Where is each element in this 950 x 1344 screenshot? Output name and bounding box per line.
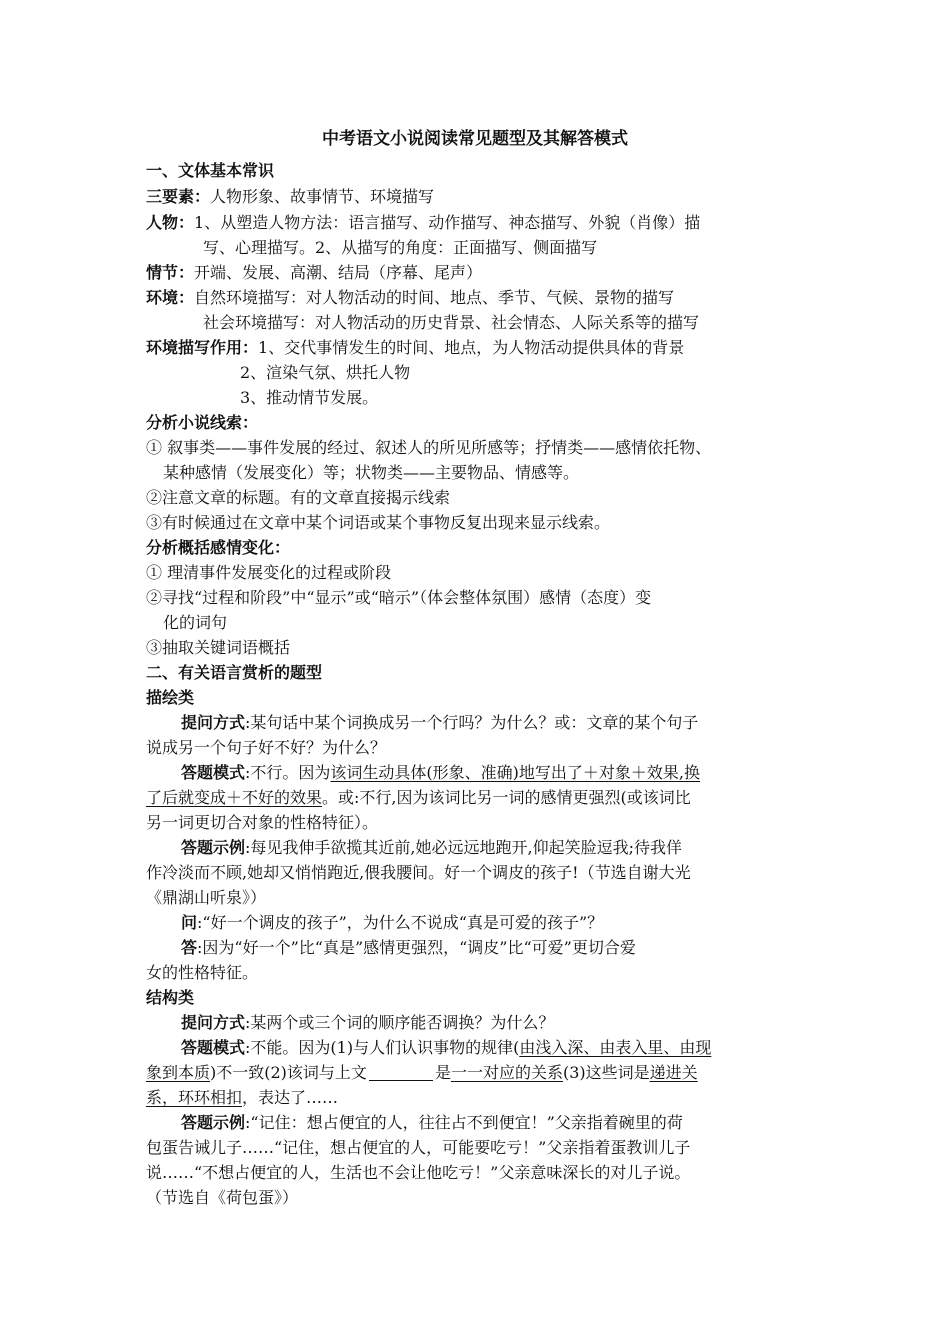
miaohui-moshi-post: 。或:不行,因为该词比另一词的感情更强烈(或该词比 — [322, 788, 691, 807]
xiansuo-item-1a: ① 叙事类——事件发展的经过、叙述人的所见所感等；抒情类——感情依托物、 — [146, 438, 712, 457]
miaohui-tiwen-text-1: :某句话中某个词换成另一个行吗？为什么？或：文章的某个句子 — [245, 713, 699, 732]
huanjing-line-2: 社会环境描写：对人物活动的历史背景、社会情态、人际关系等的描写 — [203, 313, 700, 332]
renwu-line-1 — [146, 212, 700, 234]
qingjie-line — [146, 262, 482, 284]
miaohui-answer-line-1 — [181, 937, 636, 959]
huanjing-label: 环境： — [146, 288, 195, 307]
jiegou-tiwen-line — [181, 1012, 554, 1034]
miaohui-tiwen-label: 提问方式 — [181, 713, 246, 732]
miaohui-moshi-line-3: 另一词更切合对象的性格特征）。 — [146, 813, 379, 832]
sanyaosu-label: 三要素： — [146, 187, 211, 206]
miaohui-shili-line-3: 《鼎湖山听泉》） — [146, 888, 267, 907]
jiegou-shili-line-1 — [181, 1112, 683, 1134]
jiegou-moshi-underline-4: 递进关 — [649, 1063, 698, 1082]
jiegou-moshi-pre: :不能。因为(1)与人们认识事物的规律( — [245, 1038, 520, 1057]
miaohui-answer-text-1: :因为“好一个”比“真是”感情更强烈，“调皮”比“可爱”更切合爱 — [197, 938, 636, 957]
fill-in-blank — [369, 1064, 433, 1081]
miaohui-question-line — [181, 912, 603, 934]
ganqing-item-2b: 化的词句 — [163, 613, 228, 632]
jiegou-shili-line-2: 包蛋告诫儿子……“记住，想占便宜的人，可能要吃亏！”父亲指着蛋教训儿子 — [146, 1138, 691, 1157]
huanjing-text-1: 自然环境描写：对人物活动的时间、地点、季节、气候、景物的描写 — [194, 288, 675, 307]
zuoyong-label: 环境描写作用： — [146, 338, 259, 357]
jiegou-shili-label: 答题示例 — [181, 1113, 246, 1132]
jiegou-tiwen-text: :某两个或三个词的顺序能否调换？为什么？ — [245, 1013, 555, 1032]
miaohui-question-text: :“好一个调皮的孩子”，为什么不说成“真是可爱的孩子”？ — [197, 913, 604, 932]
xiansuo-heading: 分析小说线索： — [146, 413, 259, 432]
jiegou-heading: 结构类 — [146, 988, 195, 1007]
jiegou-moshi-mid-1: )不一致(2)该词与上文 — [210, 1063, 367, 1082]
jiegou-shili-line-4: （节选自《荷包蛋》） — [146, 1188, 299, 1207]
zuoyong-line-3: 3、推动情节发展。 — [240, 388, 379, 407]
renwu-text-1: 1、从塑造人物方法：语言描写、动作描写、神态描写、外貌（肖像）描 — [194, 213, 701, 232]
miaohui-tiwen-line-2: 说成另一个句子好不好？为什么？ — [146, 738, 387, 757]
miaohui-moshi-line-1 — [181, 762, 700, 784]
jiegou-moshi-underline-5: 系，环环相扣 — [146, 1088, 243, 1107]
jiegou-moshi-underline-1: 由浅入深、由表入里、由现 — [519, 1038, 712, 1057]
xiansuo-item-2: ②注意文章的标题。有的文章直接揭示线索 — [146, 488, 451, 507]
miaohui-shili-line-2: 作冷淡而不顾,她却又悄悄跑近,偎我腰间。好一个调皮的孩子!（节选自谢大光 — [146, 863, 691, 882]
jiegou-moshi-mid-2: 是 — [434, 1063, 451, 1082]
miaohui-moshi-label: 答题模式 — [181, 763, 246, 782]
miaohui-moshi-underline-1: 该词生动具体(形象、准确)地写出了＋对象＋效果,换 — [330, 763, 700, 782]
miaohui-shili-text-1: :每见我伸手欲揽其近前,她必远远地跑开,仰起笑脸逗我;待我佯 — [245, 838, 682, 857]
jiegou-moshi-end: ，表达了…… — [242, 1088, 339, 1107]
jiegou-tiwen-label: 提问方式 — [181, 1013, 246, 1032]
ganqing-item-2a: ②寻找“过程和阶段”中“显示”或“暗示”（体会整体氛围）感情（态度）变 — [146, 588, 652, 607]
renwu-line-2: 写、心理描写。2、从描写的角度：正面描写、侧面描写 — [203, 238, 598, 257]
jiegou-moshi-line-3 — [146, 1087, 338, 1109]
qingjie-text: 开端、发展、高潮、结局（序幕、尾声） — [194, 263, 483, 282]
ganqing-heading: 分析概括感情变化： — [146, 538, 291, 557]
section-heading-1: 一、文体基本常识 — [146, 161, 275, 180]
miaohui-moshi-line-2 — [146, 787, 691, 809]
zuoyong-line-2: 2、渲染气氛、烘托人物 — [240, 363, 411, 382]
sanyaosu-line — [146, 186, 434, 208]
renwu-label: 人物： — [146, 213, 195, 232]
miaohui-answer-line-2: 女的性格特征。 — [146, 963, 259, 982]
xiansuo-item-1b: 某种感情（发展变化）等；状物类——主要物品、情感等。 — [163, 463, 580, 482]
jiegou-moshi-line-1 — [181, 1037, 711, 1059]
jiegou-moshi-label: 答题模式 — [181, 1038, 246, 1057]
miaohui-heading: 描绘类 — [146, 688, 195, 707]
miaohui-shili-line-1 — [181, 837, 682, 859]
jiegou-shili-line-3: 说……“不想占便宜的人，生活也不会让他吃亏！”父亲意味深长的对儿子说。 — [146, 1163, 691, 1182]
jiegou-moshi-underline-2: 象到本质 — [146, 1063, 211, 1082]
jiegou-moshi-underline-3: 一一对应的关系 — [450, 1063, 563, 1082]
huanjing-line-1 — [146, 287, 674, 309]
jiegou-moshi-mid-3: (3)这些词是 — [562, 1063, 650, 1082]
document-title: 中考语文小说阅读常见题型及其解答模式 — [322, 129, 628, 149]
miaohui-question-label: 问 — [181, 913, 198, 932]
miaohui-moshi-underline-2: 了后就变成＋不好的效果 — [146, 788, 323, 807]
xiansuo-item-3: ③有时候通过在文章中某个词语或某个事物反复出现来显示线索。 — [146, 513, 611, 532]
miaohui-shili-label: 答题示例 — [181, 838, 246, 857]
section-heading-2: 二、有关语言赏析的题型 — [146, 663, 323, 682]
ganqing-item-3: ③抽取关键词语概括 — [146, 638, 291, 657]
ganqing-item-1: ① 理清事件发展变化的过程或阶段 — [146, 563, 392, 582]
zuoyong-text-1: 1、交代事情发生的时间、地点，为人物活动提供具体的背景 — [258, 338, 685, 357]
qingjie-label: 情节： — [146, 263, 195, 282]
sanyaosu-text: 人物形象、故事情节、环境描写 — [210, 187, 435, 206]
miaohui-tiwen-line-1 — [181, 712, 698, 734]
zuoyong-line-1 — [146, 337, 684, 359]
miaohui-answer-label: 答 — [181, 938, 198, 957]
miaohui-moshi-pre: :不行。因为 — [245, 763, 331, 782]
jiegou-shili-text-1: :“记住：想占便宜的人，往往占不到便宜！”父亲指着碗里的荷 — [245, 1113, 683, 1132]
jiegou-moshi-line-2 — [146, 1062, 698, 1084]
